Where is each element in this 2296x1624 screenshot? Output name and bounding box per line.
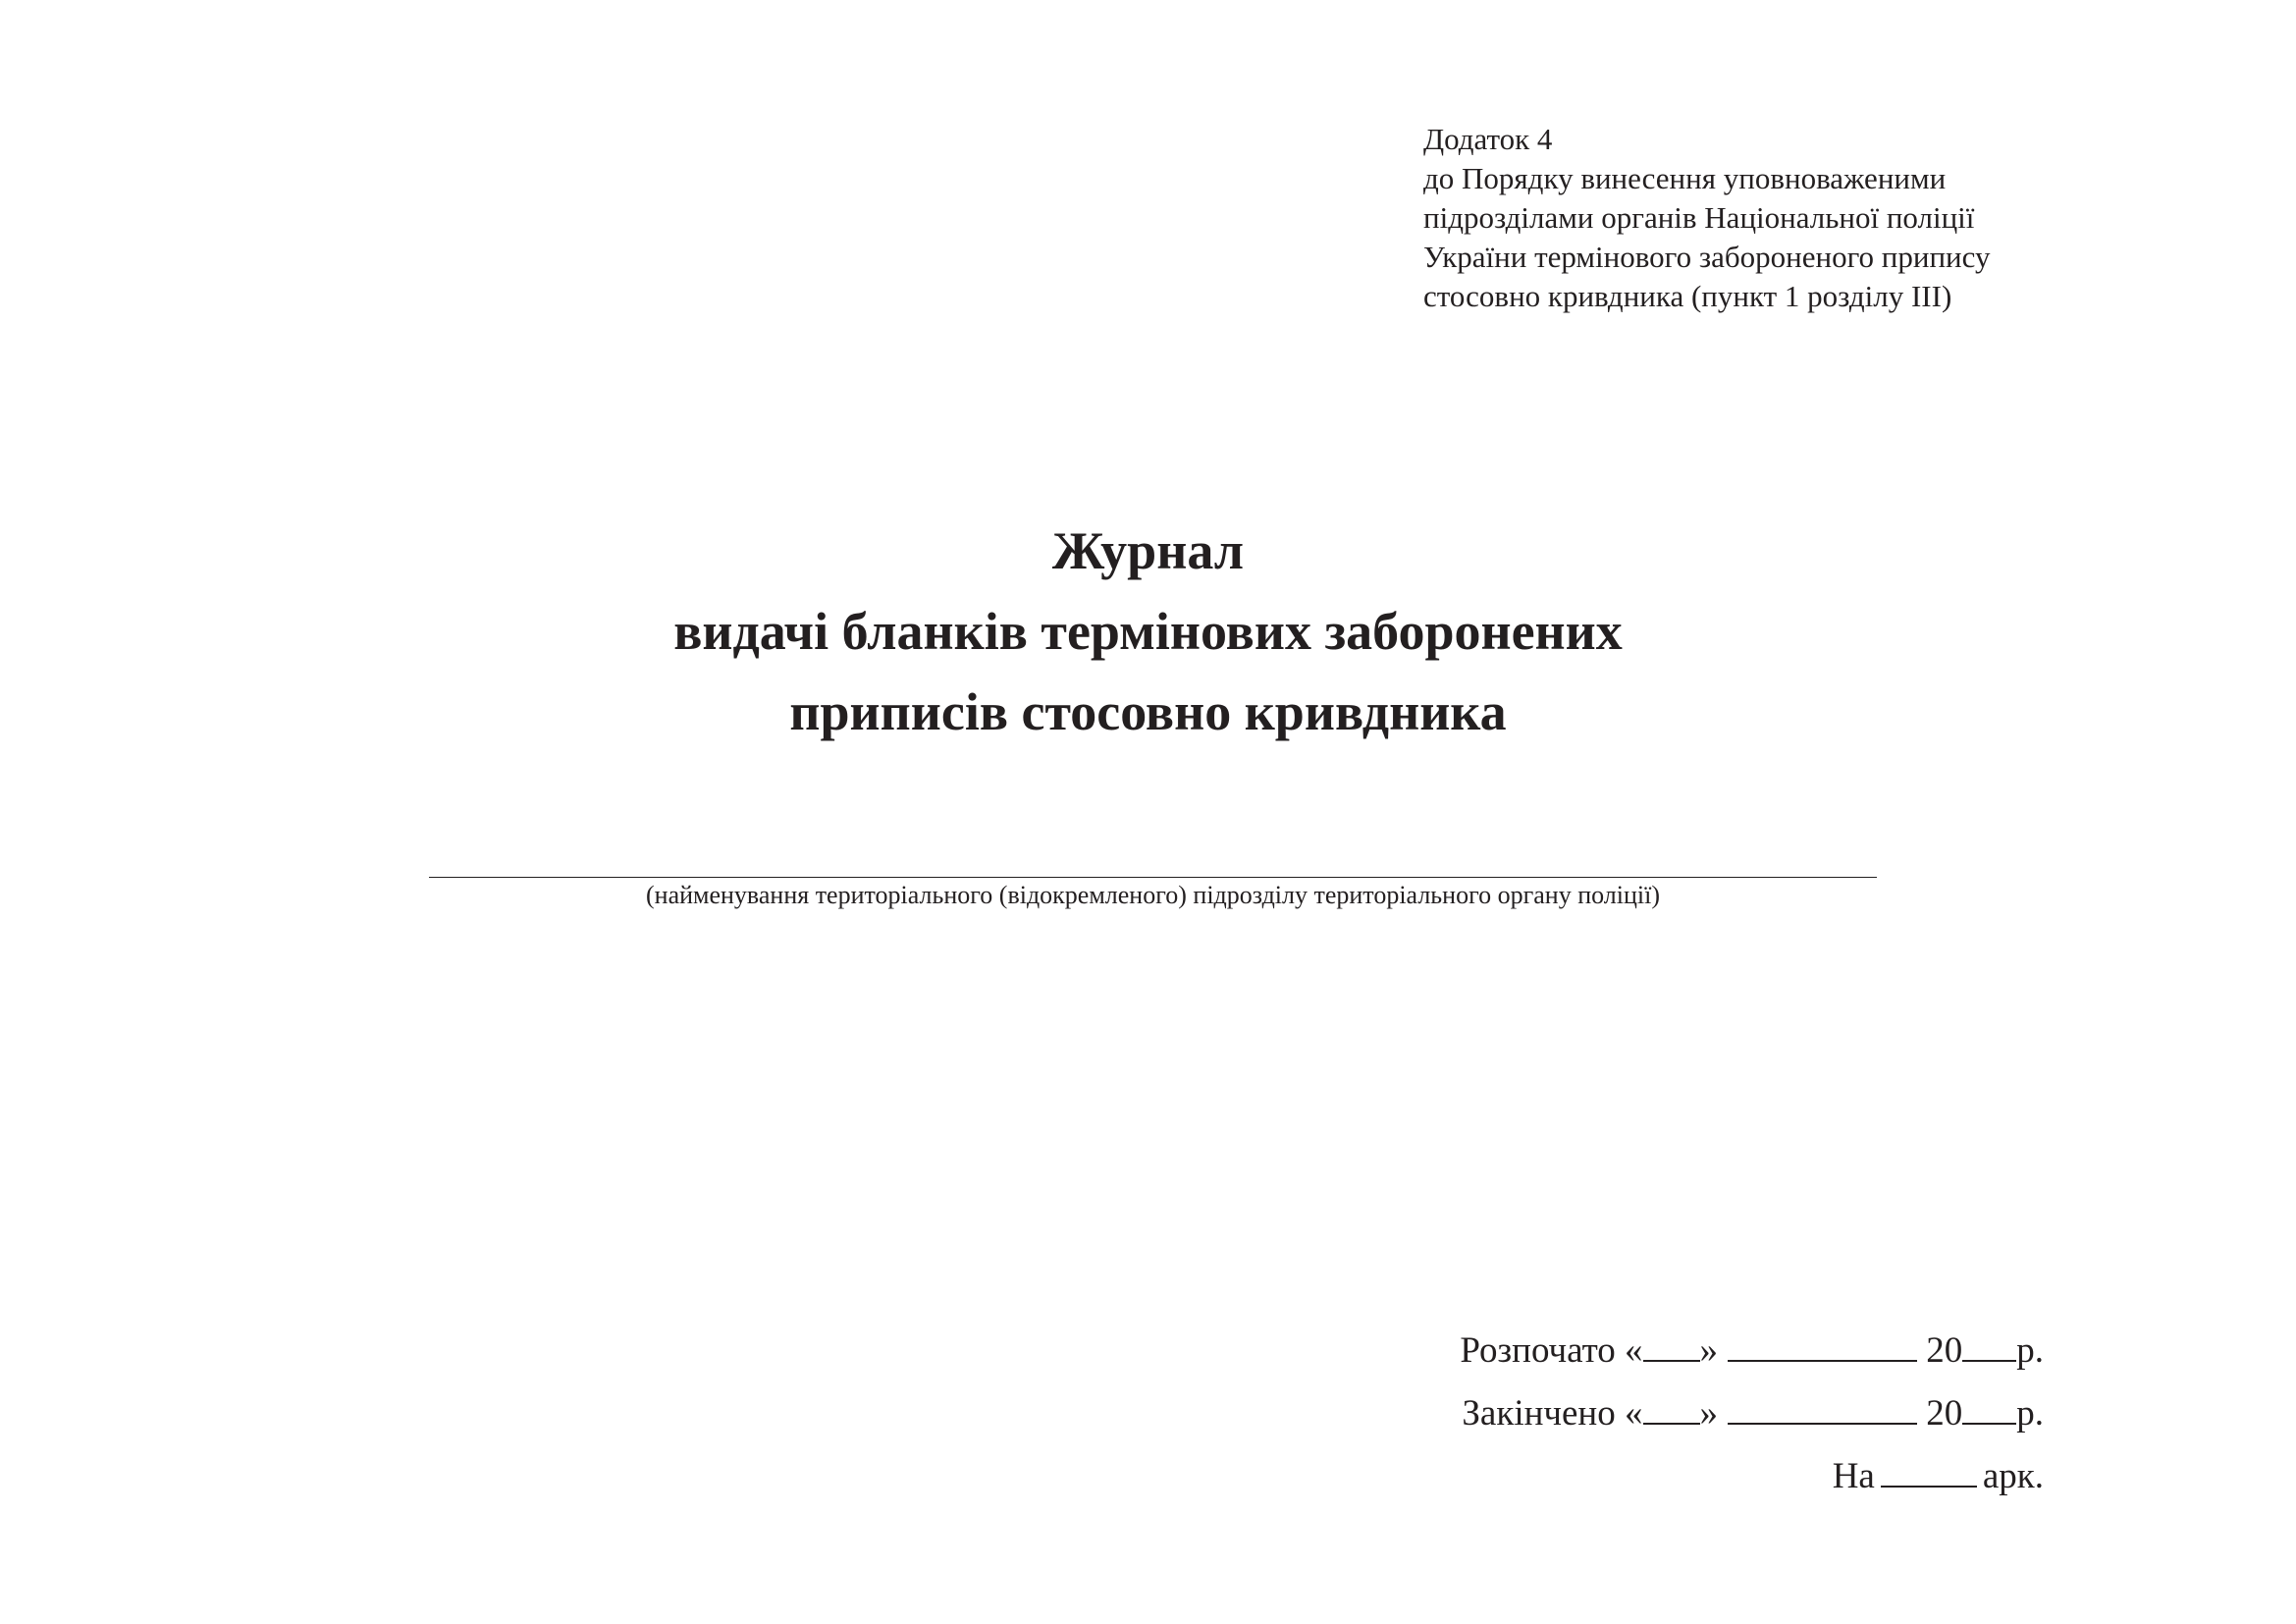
- appendix-line: стосовно кривдника (пункт 1 розділу III): [1423, 279, 1952, 313]
- sheets-count-field[interactable]: [1881, 1456, 1977, 1488]
- appendix-line: України термінового забороненого припису: [1423, 240, 1991, 274]
- journal-title: [0, 511, 2296, 752]
- started-century: 20: [1926, 1330, 1963, 1371]
- finished-day-field[interactable]: [1643, 1393, 1700, 1425]
- finished-label: Закінчено «: [1462, 1393, 1643, 1434]
- sheets-suffix: арк.: [1982, 1456, 2044, 1496]
- started-day-field[interactable]: [1643, 1330, 1700, 1362]
- title-line: Журнал: [1051, 521, 1245, 580]
- journal-dates: [1460, 1320, 2044, 1508]
- started-label: Розпочато «: [1460, 1330, 1643, 1371]
- started-row: [1460, 1320, 2044, 1382]
- finished-year-field[interactable]: [1962, 1393, 2016, 1425]
- started-close-quote: »: [1699, 1330, 1718, 1371]
- started-month-field[interactable]: [1728, 1330, 1917, 1362]
- started-year-field[interactable]: [1962, 1330, 2016, 1362]
- finished-month-field[interactable]: [1728, 1393, 1917, 1425]
- sheets-prefix: На: [1832, 1456, 1875, 1496]
- unit-name-caption: (найменування територіального (відокремленого) підрозділу територіального органу поліції): [646, 881, 1660, 909]
- started-suffix: р.: [2016, 1330, 2044, 1371]
- unit-name-field[interactable]: [429, 877, 1877, 878]
- appendix-line: Додаток 4: [1423, 122, 1553, 156]
- title-line: видачі бланків термінових заборонених: [673, 602, 1623, 661]
- finished-row: [1460, 1382, 2044, 1445]
- title-line: приписів стосовно кривдника: [789, 682, 1507, 741]
- finished-close-quote: »: [1699, 1393, 1718, 1434]
- appendix-line: підрозділами органів Національної поліції: [1423, 200, 1975, 235]
- finished-suffix: р.: [2016, 1393, 2044, 1434]
- appendix-line: до Порядку винесення уповноваженими: [1423, 161, 1947, 195]
- appendix-note: [1423, 120, 2228, 316]
- finished-century: 20: [1926, 1393, 1963, 1434]
- sheets-row: [1460, 1445, 2044, 1508]
